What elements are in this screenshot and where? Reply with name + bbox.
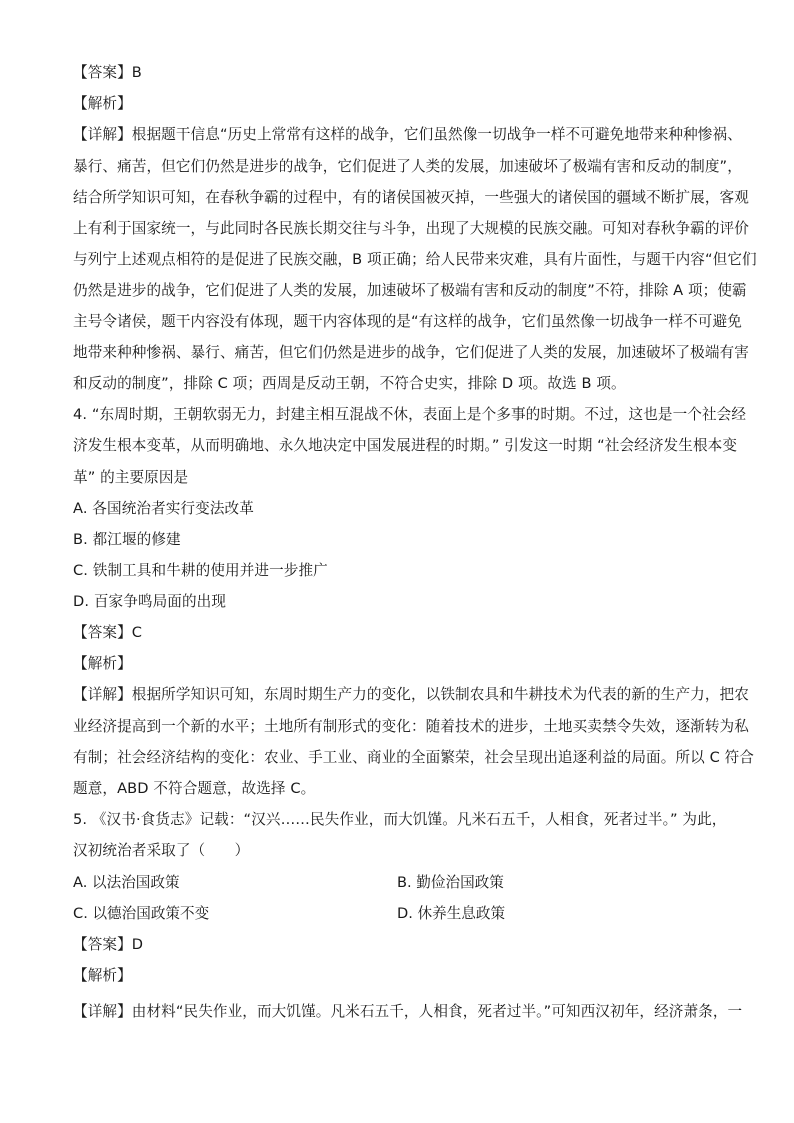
question-stem: 济发生根本变革，从而明确地、永久地决定中国发展进程的时期。” 引发这一时期 “社会经济发生根本变 [73, 437, 738, 454]
question-stem: 5. 《汉书·食货志》记载：“汉兴……民失作业，而大饥馑。凡米石五千，人相食，死者过半。” 为此， [73, 811, 727, 828]
detail-line: 和反动的制度”，排除 C 项；西周是反动王朝，不符合史实，排除 D 项。故选 B 项。 [73, 375, 626, 392]
detail-line: 暴行、痛苦，但它们仍然是进步的战争，它们促进了人类的发展，加速破坏了极端有害和反动的制度”， [73, 158, 742, 175]
detail-line: 结合所学知识可知，在春秋争霸的过程中，有的诸侯国被灭掉，一些强大的诸侯国的疆域不断扩展，客观 [73, 189, 749, 206]
detail-line: 与列宁上述观点相符的是促进了民族交融，B 项正确；给人民带来灾难，具有片面性，与题干内容“但它们 [73, 251, 757, 268]
option-c: C. 铁制工具和牛耕的使用并进一步推广 [73, 562, 328, 579]
detail-line: 地带来种种惨祸、暴行、痛苦，但它们仍然是进步的战争，它们促进了人类的发展，加速破坏了极端有害 [73, 344, 749, 361]
analysis-label: 【解析】 [73, 967, 132, 984]
option-b: B. 都江堰的修建 [73, 531, 181, 548]
detail-line: 【详解】由材料“民失作业，而大饥馑。凡米石五千，人相食，死者过半。”可知西汉初年，经济萧条，一 [73, 1003, 743, 1020]
answer-label: 【答案】D [73, 936, 144, 953]
question-stem: 汉初统治者采取了（ ） [73, 842, 250, 859]
question-stem: 4. “东周时期，王朝软弱无力，封建主相互混战不休，表面上是个多事的时期。不过，这也是一个社会经 [73, 406, 747, 423]
detail-line: 上有利于国家统一，与此同时各民族长期交往与斗争，出现了大规模的民族交融。可知对春秋争霸的评价 [73, 220, 749, 237]
detail-line: 有制；社会经济结构的变化：农业、手工业、商业的全面繁荣，社会呈现出追逐利益的局面。所以 C 符合 [73, 749, 754, 766]
analysis-label: 【解析】 [73, 655, 132, 672]
detail-line: 业经济提高到一个新的水平；土地所有制形式的变化：随着技术的进步，土地买卖禁令失效，逐渐转为私 [73, 718, 749, 735]
question-stem: 革” 的主要原因是 [73, 469, 189, 486]
analysis-label: 【解析】 [73, 95, 132, 112]
detail-line: 主号令诸侯，题干内容没有体现，题干内容体现的是“有这样的战争，它们虽然像一切战争一样不可避免 [73, 313, 742, 330]
detail-line: 仍然是进步的战争，它们促进了人类的发展，加速破坏了极端有害和反动的制度”不符，排除 A 项；使霸 [73, 282, 747, 299]
detail-line: 题意，ABD 不符合题意，故选择 C。 [73, 780, 316, 797]
detail-line: 【详解】根据题干信息“历史上常常有这样的战争，它们虽然像一切战争一样不可避免地带来种种惨祸、 [73, 126, 742, 143]
option-d: D. 百家争鸣局面的出现 [73, 593, 227, 610]
option-d: D. 休养生息政策 [397, 905, 506, 922]
detail-line: 【详解】根据所学知识可知，东周时期生产力的变化，以铁制农具和牛耕技术为代表的新的生产力，把农 [73, 686, 749, 703]
answer-label: 【答案】B [73, 64, 142, 81]
option-c: C. 以德治国政策不变 [73, 905, 210, 922]
option-a: A. 以法治国政策 [73, 874, 180, 891]
answer-label: 【答案】C [73, 624, 143, 641]
option-a: A. 各国统治者实行变法改革 [73, 500, 254, 517]
option-b: B. 勤俭治国政策 [397, 874, 504, 891]
